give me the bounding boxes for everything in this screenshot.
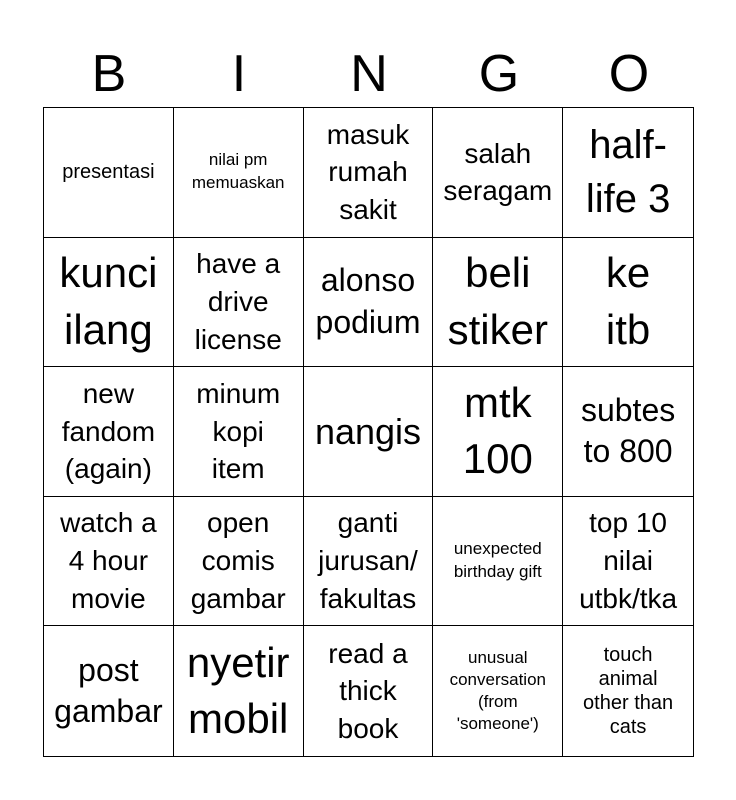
- bingo-cell-1-5[interactable]: [563, 108, 693, 238]
- bingo-cell-1-3[interactable]: [304, 108, 434, 238]
- bingo-cell-3-1[interactable]: [44, 367, 174, 497]
- cell-label: presentasi: [62, 161, 155, 184]
- cell-label: open comis gambar: [190, 507, 286, 614]
- cell-label: alonso podium: [315, 262, 421, 340]
- bingo-cell-2-4[interactable]: [433, 238, 563, 368]
- bingo-board: [43, 107, 694, 757]
- cell-label: nyetir mobil: [186, 638, 290, 743]
- cell-label: read a thick book: [328, 637, 408, 745]
- cell-label: nangis: [314, 410, 422, 452]
- header-letter-b: B: [91, 45, 127, 103]
- cell-label: masuk rumah sakit: [326, 118, 410, 226]
- bingo-cell-3-5[interactable]: [563, 367, 693, 497]
- cell-label: top 10 nilai utbk/tka: [579, 507, 678, 614]
- bingo-cell-4-5[interactable]: [563, 497, 693, 627]
- bingo-cell-2-2[interactable]: [174, 238, 304, 368]
- cell-label: mtk 100: [462, 378, 533, 483]
- bingo-cell-5-1[interactable]: [44, 626, 174, 756]
- bingo-cell-4-3[interactable]: [304, 497, 434, 627]
- bingo-cell-3-4[interactable]: [433, 367, 563, 497]
- bingo-cell-4-1[interactable]: [44, 497, 174, 627]
- bingo-cell-5-4[interactable]: [433, 626, 563, 756]
- bingo-cell-1-4[interactable]: [433, 108, 563, 238]
- cell-label: touch animal other than cats: [583, 644, 674, 739]
- cell-label: unusual conversation (from 'someone'): [449, 648, 546, 734]
- cell-label: nilai pm memuaskan: [191, 150, 285, 193]
- header-letter-n: N: [350, 45, 388, 103]
- cell-label: have a drive license: [194, 248, 282, 355]
- cell-label: post gambar: [54, 651, 163, 730]
- cell-label: unexpected birthday gift: [453, 539, 542, 582]
- bingo-cell-5-3[interactable]: [304, 626, 434, 756]
- bingo-cell-1-1[interactable]: [44, 108, 174, 238]
- cell-label: ke itb: [605, 249, 651, 353]
- bingo-cell-5-2[interactable]: [174, 626, 304, 756]
- cell-label: subtes to 800: [580, 391, 676, 470]
- cell-label: watch a 4 hour movie: [60, 507, 157, 614]
- bingo-cell-3-3[interactable]: [304, 367, 434, 497]
- header-letter-i: I: [231, 45, 247, 103]
- bingo-cell-2-1[interactable]: [44, 238, 174, 368]
- bingo-cell-2-5[interactable]: [563, 238, 693, 368]
- cell-label: beli stiker: [447, 249, 548, 353]
- cell-label: new fandom (again): [61, 377, 156, 485]
- header-letter-g: G: [478, 45, 520, 103]
- bingo-cell-4-4[interactable]: [433, 497, 563, 627]
- cell-label: ganti jurusan/ fakultas: [318, 507, 418, 614]
- bingo-cell-2-3[interactable]: [304, 238, 434, 368]
- bingo-cell-3-2[interactable]: [174, 367, 304, 497]
- bingo-cell-4-2[interactable]: [174, 497, 304, 627]
- header-letter-o: O: [608, 45, 650, 103]
- bingo-header: [44, 40, 694, 108]
- bingo-cell-5-5[interactable]: [563, 626, 693, 756]
- cell-label: half- life 3: [585, 123, 671, 222]
- bingo-cell-1-2[interactable]: [174, 108, 304, 238]
- cell-label: minum kopi item: [196, 377, 281, 485]
- cell-label: salah seragam: [443, 137, 553, 207]
- cell-label: kunci ilang: [59, 249, 158, 353]
